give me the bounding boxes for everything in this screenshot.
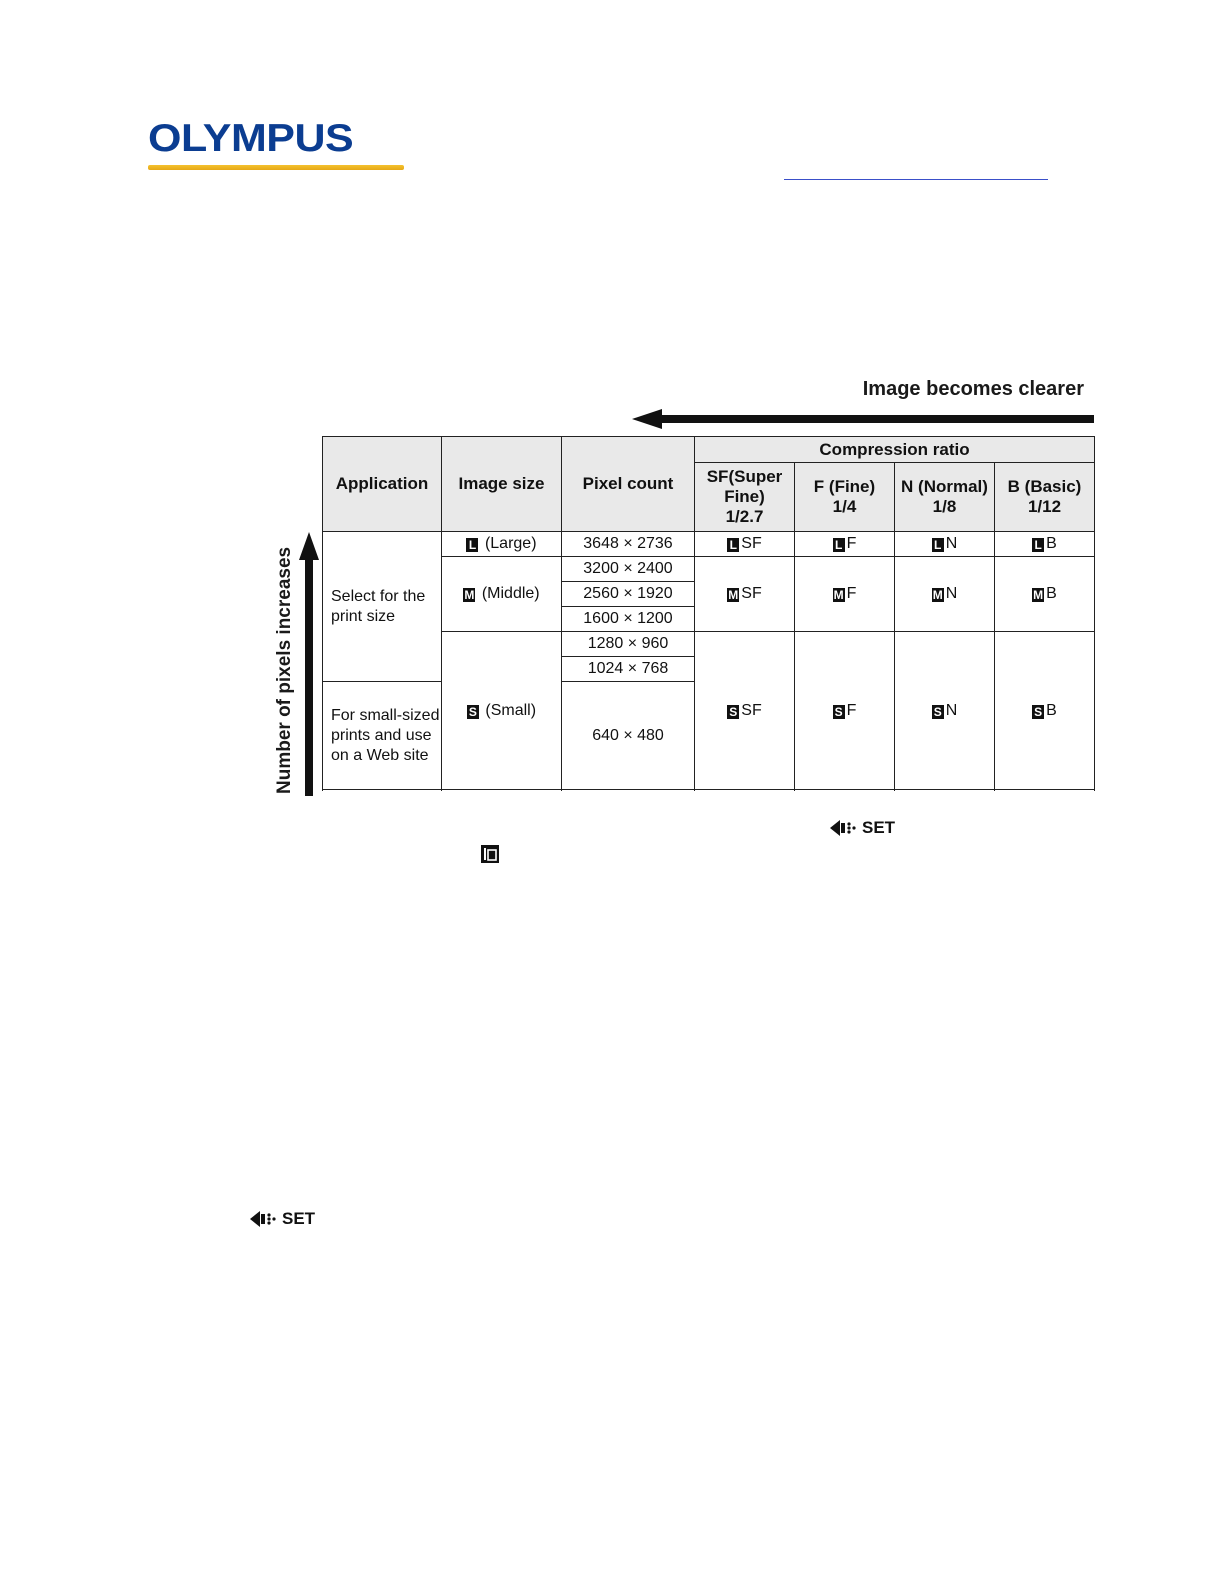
logo-text: OLYMPUS [148,116,354,161]
pixel-count-cell: 2560 × 1920 [562,582,695,607]
mode-cell [895,632,995,790]
mode-cell [795,632,895,790]
mode-cell [995,557,1095,632]
up-arrow-icon [298,532,320,796]
header-link-rule [784,179,1048,180]
mode-code: F [846,585,857,602]
mode-size-icon: M [1033,588,1044,602]
size-small [442,632,562,790]
pixel-count-cell: 1600 × 1200 [562,607,695,632]
mode-code: F [846,535,857,552]
header-pixel-count: Pixel count [562,437,695,532]
olympus-logo [148,116,406,178]
mode-cell [895,557,995,632]
mode-size-icon: S [933,704,942,719]
size-large [442,532,562,557]
size-middle-label: (Middle) [481,585,540,602]
pixel-count-cell: 3648 × 2736 [562,532,695,557]
header-application: Application [323,437,442,532]
bottom-set-label [250,1209,315,1229]
mode-size-icon: S [834,704,843,719]
mode-size-icon: L [727,538,739,552]
mode-size-icon: M [728,588,739,602]
application-print: Select for the print size [323,532,442,682]
arrow-pad-icon [250,1210,278,1228]
header-sf-ratio: 1/2.7 [725,507,764,527]
compression-table [322,436,1095,790]
header-n [895,463,995,532]
header-b-name: B (Basic) [1007,477,1082,497]
mode-code: SF [741,585,762,602]
pixel-count-cell: 640 × 480 [562,682,695,790]
mode-code: N [945,585,958,602]
mode-size-icon: S [729,704,738,719]
size-small-label: (Small) [485,701,537,719]
mode-code: SF [741,701,762,719]
logo-underline [148,165,404,170]
header-compression-ratio: Compression ratio [695,437,1095,463]
header-n-ratio: 1/8 [932,497,957,517]
size-small-icon: S [468,704,477,719]
set-text: SET [282,1209,316,1228]
mode-cell [695,557,795,632]
header-n-name: N (Normal) [901,477,988,497]
size-large-icon: L [466,538,478,552]
header-b [995,463,1095,532]
pixels-increase-label: Number of pixels increases [274,546,295,794]
clearer-label: Image becomes clearer [862,378,1084,400]
header-f [795,463,895,532]
figure-set-label [830,818,895,838]
mode-size-icon: M [932,588,943,602]
header-sf [695,463,795,532]
arrow-pad-icon [830,819,858,837]
mode-size-icon: L [833,538,845,552]
header-b-ratio: 1/12 [1027,497,1062,517]
size-large-label: (Large) [484,535,537,552]
header-sf-name: SF(Super Fine) [706,467,783,507]
pixel-count-cell: 1280 × 960 [562,632,695,657]
mode-cell [995,632,1095,790]
mode-size-icon: L [1032,538,1044,552]
mode-code: SF [741,535,762,552]
application-web: For small-sized prints and use on a Web site [323,682,442,790]
pixel-count-cell: 1024 × 768 [562,657,695,682]
mode-code: B [1046,535,1057,552]
left-arrow-icon [632,408,1094,430]
size-middle-icon: M [464,588,475,602]
mode-code: B [1046,585,1057,602]
mode-size-icon: M [833,588,844,602]
mode-size-icon: L [932,538,944,552]
mode-code: N [945,535,958,552]
mode-cell [795,532,895,557]
mode-code: N [945,701,958,719]
mode-cell [895,532,995,557]
mode-code: B [1046,701,1057,719]
camera-mode-icon [481,845,499,863]
mode-cell [995,532,1095,557]
header-f-name: F (Fine) [813,477,876,497]
pixel-count-cell: 3200 × 2400 [562,557,695,582]
set-text: SET [862,818,896,837]
size-middle [442,557,562,632]
header-f-ratio: 1/4 [832,497,857,517]
mode-size-icon: S [1034,704,1043,719]
image-quality-figure [252,378,1104,806]
mode-cell [695,632,795,790]
mode-cell [695,532,795,557]
mode-cell [795,557,895,632]
header-image-size: Image size [442,437,562,532]
mode-code: F [846,701,857,719]
